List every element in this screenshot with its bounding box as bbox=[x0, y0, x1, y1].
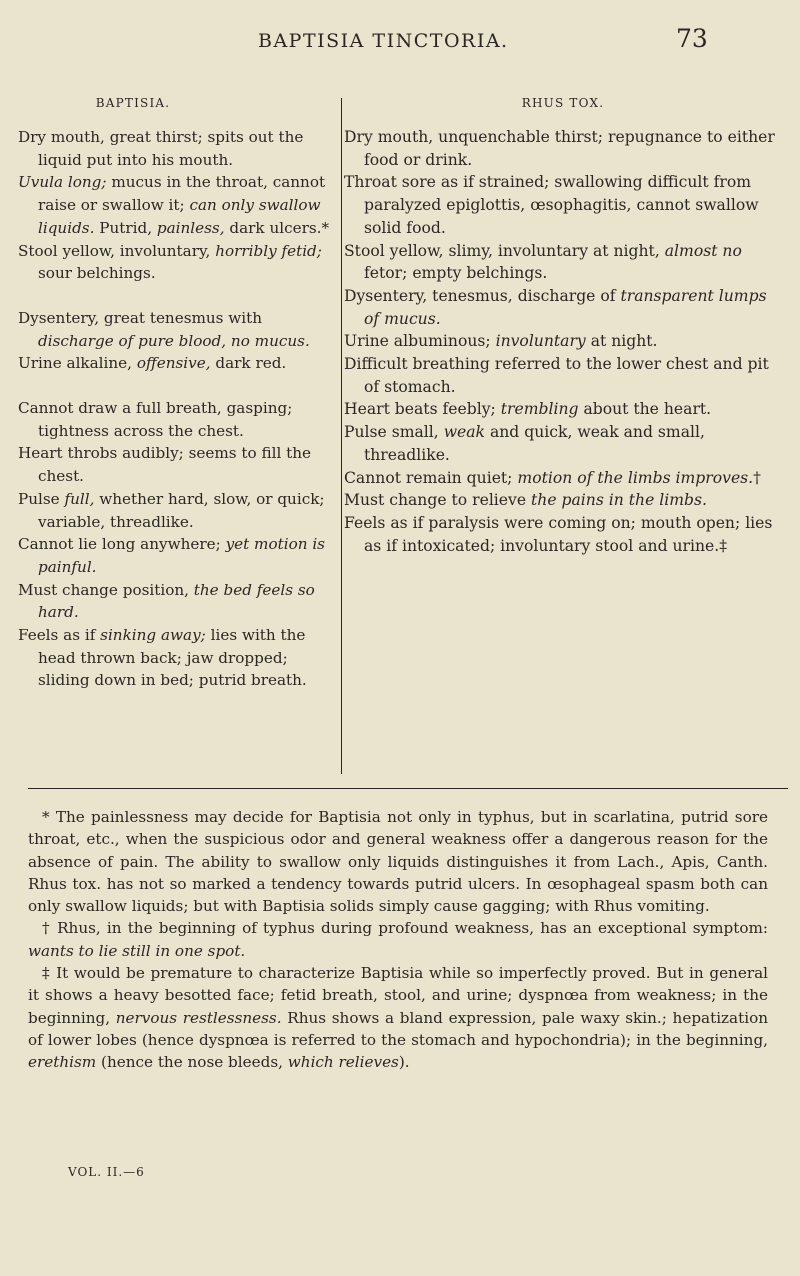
italic-text: involuntary bbox=[495, 332, 586, 351]
text-run: fetor; empty belchings. bbox=[364, 264, 548, 283]
text-run: Heart beats feebly; bbox=[344, 400, 501, 419]
italic-text: motion of the limbs improves. bbox=[517, 468, 754, 487]
italic-text: which relieves bbox=[287, 1053, 399, 1072]
rhus-tox-symptom-entry bbox=[344, 285, 782, 330]
text-run: mucus in the throat, cannot raise or swallow it; bbox=[38, 173, 326, 215]
text-run: Cannot remain quiet; bbox=[344, 468, 518, 487]
footnote bbox=[28, 917, 768, 962]
rhus-tox-symptom-entry bbox=[344, 489, 782, 512]
text-run: Urine alkaline, bbox=[18, 354, 137, 373]
baptisia-symptom-entry bbox=[18, 126, 338, 171]
italic-text: wants to lie still in one spot. bbox=[28, 941, 246, 960]
rhus-tox-symptom-entry bbox=[344, 330, 782, 353]
text-run: about the heart. bbox=[578, 400, 712, 419]
baptisia-symptom-entry bbox=[18, 240, 338, 285]
italic-text: sinking away; bbox=[100, 626, 206, 645]
text-run: Pulse small, bbox=[344, 423, 444, 442]
italic-text: the bed feels so hard. bbox=[38, 580, 315, 622]
text-run: lies with the head thrown back; jaw dropped; sliding down in bed; putrid breath. bbox=[38, 626, 307, 690]
text-run: Feels as if paralysis were coming on; mouth open; lies as if intoxicated; involuntary stool and urine.‡ bbox=[344, 513, 773, 555]
text-run: Putrid, bbox=[94, 218, 157, 237]
rhus-tox-entries bbox=[344, 126, 782, 557]
footnote-rule bbox=[28, 788, 788, 789]
section-gap bbox=[18, 375, 338, 397]
footnote bbox=[28, 806, 768, 917]
rhus-tox-symptom-entry bbox=[344, 353, 782, 398]
baptisia-symptom-entry bbox=[18, 624, 338, 692]
footnotes bbox=[28, 806, 768, 1074]
text-run: Rhus shows a bland expression, pale waxy skin.; hepatization of lower lobes (hence dyspnœa is referred to the stomach and hypochondria); in the beginning, bbox=[28, 1008, 768, 1049]
baptisia-symptom-entry bbox=[18, 352, 338, 375]
column-divider bbox=[341, 98, 342, 774]
rhus-tox-symptom-entry bbox=[344, 126, 782, 171]
running-head bbox=[0, 20, 800, 60]
italic-text: offensive, bbox=[136, 354, 211, 373]
text-run: ). bbox=[398, 1053, 410, 1072]
text-run: † Rhus, in the beginning of typhus during profound weakness, has an exceptional symptom: bbox=[42, 919, 768, 938]
italic-text: full, bbox=[64, 489, 95, 508]
baptisia-symptom-entry bbox=[18, 171, 338, 239]
text-run: Stool yellow, slimy, involuntary at night, bbox=[344, 241, 665, 260]
rhus-tox-symptom-entry bbox=[344, 171, 782, 239]
baptisia-symptom-entry bbox=[18, 579, 338, 624]
italic-text: Uvula long; bbox=[18, 173, 107, 192]
text-run: Must change to relieve bbox=[344, 491, 532, 510]
text-run: dark red. bbox=[210, 354, 287, 373]
baptisia-symptom-entry bbox=[18, 488, 338, 533]
text-run: Dry mouth, great thirst; spits out the liquid put into his mouth. bbox=[18, 128, 304, 169]
baptisia-heading: BAPTISIA. bbox=[95, 96, 171, 110]
italic-text: can only swallow liquids. bbox=[38, 196, 321, 237]
text-run: Pulse bbox=[18, 489, 65, 508]
text-run: whether hard, slow, or quick; variable, threadlike. bbox=[38, 489, 325, 531]
text-run: (hence the nose bleeds, bbox=[96, 1053, 288, 1072]
text-run: sour belchings. bbox=[38, 264, 156, 283]
text-run: Dysentery, tenesmus, discharge of bbox=[344, 286, 621, 305]
baptisia-symptom-entry bbox=[18, 307, 338, 352]
rhus-tox-symptom-entry bbox=[344, 398, 782, 421]
rhus-tox-symptom-entry bbox=[344, 512, 782, 557]
baptisia-symptom-entry bbox=[18, 442, 338, 487]
section-gap bbox=[18, 285, 338, 307]
comparison-columns bbox=[18, 96, 790, 772]
rhus-tox-symptom-entry bbox=[344, 467, 782, 490]
text-run: at night. bbox=[585, 332, 658, 351]
baptisia-column bbox=[18, 96, 338, 692]
baptisia-symptom-entry bbox=[18, 533, 338, 578]
text-run: Dysentery, great tenesmus with bbox=[18, 308, 263, 327]
text-run: Heart throbs audibly; seems to fill the chest. bbox=[18, 444, 312, 486]
baptisia-entries bbox=[18, 126, 338, 692]
italic-text: discharge of pure blood, no mucus. bbox=[38, 331, 310, 350]
text-run: dark ulcers.* bbox=[224, 218, 330, 237]
text-run: * The painlessness may decide for Baptisia not only in typhus, but in scarlatina, putrid sore throat, etc., when the suspicious odor and general weakness offer a dangerous reason for the absence of pain. The ability to swallow only liquids distinguishes it from Lach., Apis, Canth. Rhus tox. has not so marked a tendency towards putrid ulcers. In œsophageal spasm both can only swallow liquids; but with Baptisia solids simply cause gagging; with Rhus vomiting. bbox=[28, 808, 768, 916]
page-number: 73 bbox=[676, 24, 708, 53]
rhus-tox-heading: RHUS TOX. bbox=[521, 96, 605, 110]
text-run: and quick, weak and small, threadlike. bbox=[364, 423, 705, 464]
text-run: Cannot lie long anywhere; bbox=[18, 535, 226, 554]
italic-text: trembling bbox=[500, 400, 579, 419]
italic-text: horribly fetid; bbox=[215, 241, 322, 260]
text-run: Must change position, bbox=[18, 580, 194, 599]
running-title: BAPTISIA TINCTORIA. bbox=[258, 30, 509, 52]
italic-text: almost no bbox=[664, 241, 742, 260]
text-run: Difficult breathing referred to the lower chest and pit of stomach. bbox=[344, 355, 769, 396]
text-run: Throat sore as if strained; swallowing difficult from paralyzed epiglottis, œsophagitis, cannot swallow solid food. bbox=[344, 173, 759, 237]
baptisia-symptom-entry bbox=[18, 397, 338, 442]
italic-text: transparent lumps of mucus. bbox=[364, 286, 767, 328]
rhus-tox-column bbox=[344, 96, 782, 557]
text-run: Stool yellow, involuntary, bbox=[18, 241, 216, 260]
text-run: Cannot draw a full breath, gasping; tightness across the chest. bbox=[18, 399, 293, 440]
footnote bbox=[28, 962, 768, 1073]
text-run: Feels as if bbox=[18, 626, 101, 645]
italic-text: weak bbox=[443, 423, 486, 442]
italic-text: nervous restlessness. bbox=[115, 1008, 282, 1027]
text-run: ‡ It would be premature to characterize Baptisia while so imperfectly proved. But in general it shows a heavy besotted face; fetid breath, stool, and urine; dyspnœa from weakness; in the beginning, bbox=[28, 964, 768, 1027]
italic-text: painless, bbox=[156, 218, 225, 237]
text-run: Urine albuminous; bbox=[344, 332, 496, 351]
italic-text: yet motion is painful. bbox=[38, 535, 325, 576]
text-run: † bbox=[753, 468, 761, 487]
signature-mark: VOL. II.—6 bbox=[68, 1165, 145, 1179]
rhus-tox-symptom-entry bbox=[344, 421, 782, 466]
italic-text: the pains in the limbs. bbox=[531, 491, 707, 510]
rhus-tox-symptom-entry bbox=[344, 240, 782, 285]
italic-text: erethism bbox=[28, 1053, 97, 1072]
text-run: Dry mouth, unquenchable thirst; repugnance to either food or drink. bbox=[344, 128, 775, 169]
